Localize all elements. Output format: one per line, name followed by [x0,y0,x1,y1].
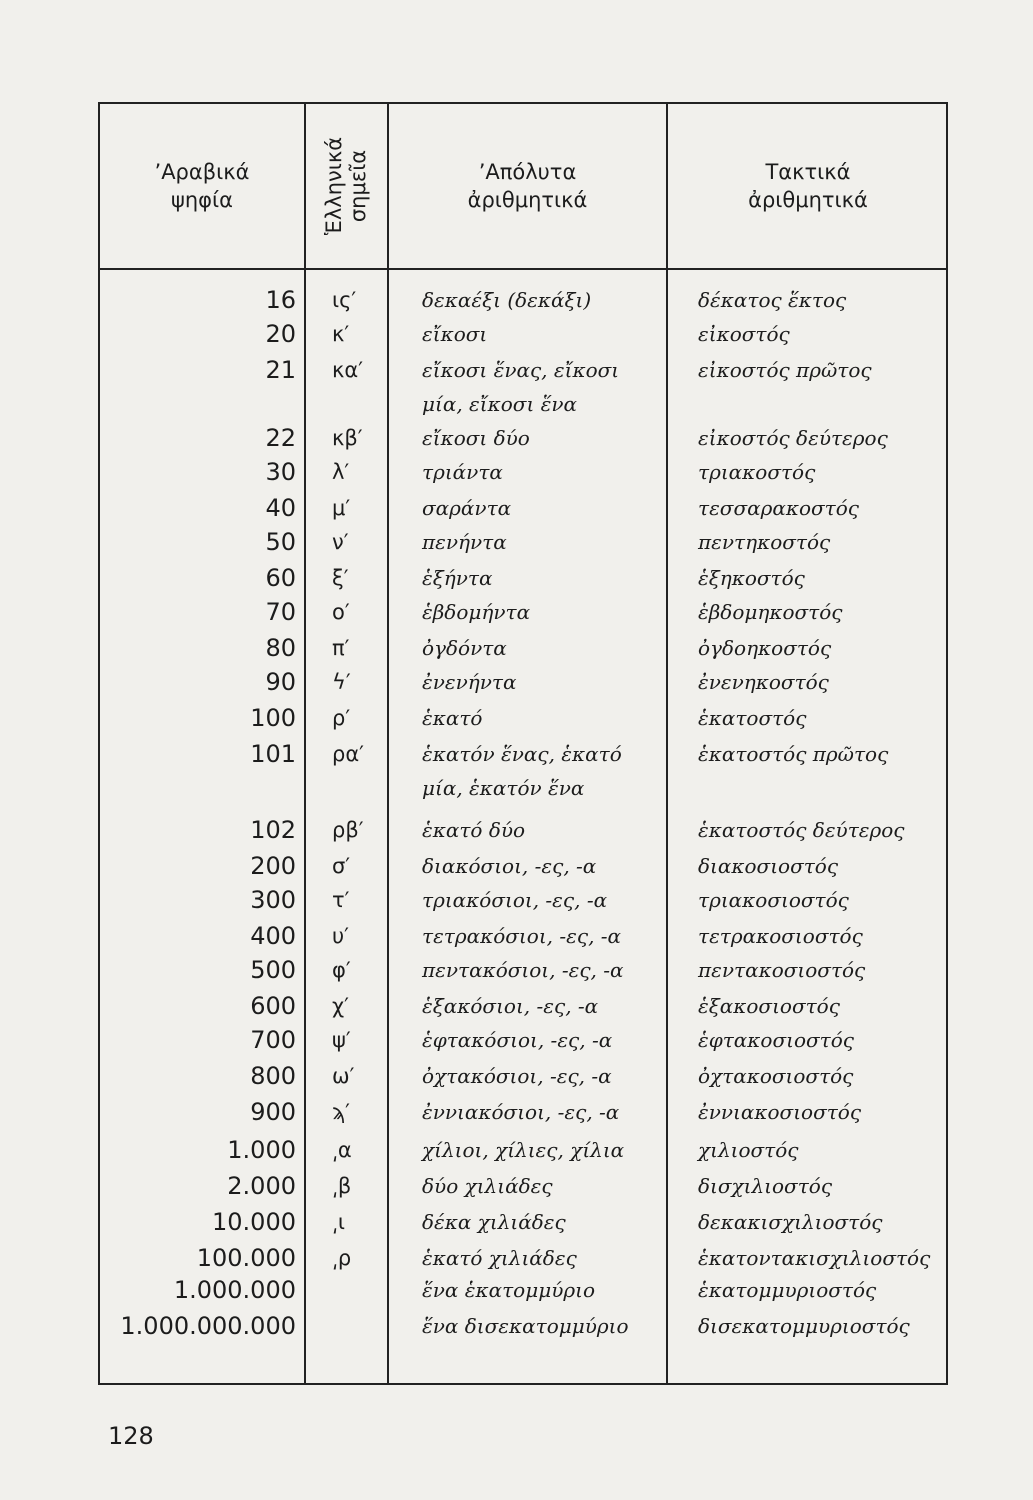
cardinal-cell: ἕνα δισεκατομμύριο [422,1314,629,1338]
cardinal-cell: ἐννιακόσιοι, -ες, -α [422,1100,620,1124]
ordinal-cell: ἐνενηκοστός [698,670,829,694]
arabic-digit-cell: 21 [265,356,296,384]
table-row [100,700,946,736]
cardinal-cell: ἑξήντα [422,566,493,590]
arabic-digit-cell: 101 [250,740,296,768]
cardinal-cell: ἑφτακόσιοι, -ες, -α [422,1028,613,1052]
greek-sign-cell: σ′ [332,854,351,878]
ordinal-cell: δισεκατομμυριοστός [698,1314,910,1338]
table-row [100,1272,946,1308]
greek-sign-cell: π′ [332,636,350,660]
table-row [100,1308,946,1344]
arabic-digit-cell: 50 [265,528,296,556]
ordinal-cell: ἑξακοσιοστός [698,994,840,1018]
table-row [100,560,946,596]
header-text: ’Αραβικά [154,160,250,184]
cardinal-cell: δύο χιλιάδες [422,1174,553,1198]
arabic-digit-cell: 400 [250,922,296,950]
cardinal-cell: πεντακόσιοι, -ες, -α [422,958,624,982]
arabic-digit-cell: 700 [250,1026,296,1054]
greek-sign-cell: κ′ [332,322,350,346]
greek-sign-cell: ω′ [332,1064,355,1088]
greek-sign-cell: ν′ [332,530,349,554]
cardinal-cell-continuation: μία, ἑκατόν ἕνα [422,776,585,800]
greek-sign-cell: μ′ [332,496,351,520]
header-divider [100,268,946,270]
ordinal-cell: πεντακοσιοστός [698,958,866,982]
greek-sign-cell: λ′ [332,460,350,484]
arabic-digit-cell: 200 [250,852,296,880]
table-row [100,490,946,526]
ordinal-cell: ὀγδοηκοστός [698,636,832,660]
table-row [100,988,946,1024]
cardinal-cell: ἑκατόν ἕνας, ἑκατό [422,742,622,766]
arabic-digit-cell: 600 [250,992,296,1020]
table-row [100,420,946,456]
arabic-digit-cell: 1.000 [227,1136,296,1164]
arabic-digit-cell: 1.000.000.000 [120,1312,296,1340]
table-row [100,454,946,490]
ordinal-cell: ἑκατοστός [698,706,807,730]
table-row [100,316,946,352]
table-row [100,848,946,884]
ordinal-cell: ἑφτακοσιοστός [698,1028,854,1052]
cardinal-cell: δέκα χιλιάδες [422,1210,566,1234]
arabic-digit-cell: 100 [250,704,296,732]
cardinal-cell: εἴκοσι ἕνας, εἴκοσι [422,358,620,382]
cardinal-cell: τριάντα [422,460,503,484]
greek-sign-cell: ψ′ [332,1028,351,1052]
cardinal-cell: εἴκοσι [422,322,488,346]
greek-sign-cell: ͵α [332,1138,352,1162]
cardinal-cell: ἐνενήντα [422,670,517,694]
ordinal-cell: ἑκατοστός πρῶτος [698,742,889,766]
header-ordinal-numbers [668,104,948,268]
greek-sign-cell: κβ′ [332,426,363,450]
arabic-digit-cell: 30 [265,458,296,486]
table-row [100,524,946,560]
table-row [100,1132,946,1168]
ordinal-cell: τριακοστός [698,460,816,484]
table-row [100,282,946,318]
cardinal-cell: διακόσιοι, -ες, -α [422,854,597,878]
table-row [100,812,946,848]
table-row [100,1240,946,1276]
ordinal-cell: ἐννιακοσιοστός [698,1100,862,1124]
ordinal-cell: ἑξηκοστός [698,566,805,590]
cardinal-cell: πενήντα [422,530,507,554]
header-cardinal-numbers [389,104,666,268]
cardinal-cell: τριακόσιοι, -ες, -α [422,888,608,912]
arabic-digit-cell: 800 [250,1062,296,1090]
arabic-digit-cell: 2.000 [227,1172,296,1200]
arabic-digit-cell: 60 [265,564,296,592]
cardinal-cell: χίλιοι, χίλιες, χίλια [422,1138,625,1162]
cardinal-cell: ἕνα ἑκατομμύριο [422,1278,596,1302]
arabic-digit-cell: 300 [250,886,296,914]
cardinal-cell: ὀχτακόσιοι, -ες, -α [422,1064,612,1088]
arabic-digit-cell: 22 [265,424,296,452]
arabic-digit-cell: 20 [265,320,296,348]
header-text: Τακτικά [765,160,851,184]
header-text: Ἑλληνικά [322,136,347,236]
greek-sign-cell: υ′ [332,924,349,948]
table-row [100,918,946,954]
table-row [100,736,946,800]
greek-sign-cell: ρα′ [332,742,364,766]
cardinal-cell: ἑκατό δύο [422,818,526,842]
greek-sign-cell: ο′ [332,600,350,624]
header-text: σημεῖα [346,149,371,223]
greek-sign-cell: ϟ′ [332,670,351,694]
arabic-digit-cell: 70 [265,598,296,626]
ordinal-cell: δεκακισχιλιοστός [698,1210,883,1234]
table-row [100,594,946,630]
ordinal-cell: τεσσαρακοστός [698,496,859,520]
cardinal-cell-continuation: μία, εἴκοσι ἕνα [422,392,578,416]
ordinal-cell: δισχιλιοστός [698,1174,833,1198]
cardinal-cell: τετρακόσιοι, -ες, -α [422,924,622,948]
table-row [100,952,946,988]
header-text: ψηφία [171,188,233,212]
ordinal-cell: ὀχτακοσιοστός [698,1064,854,1088]
arabic-digit-cell: 40 [265,494,296,522]
table-row [100,664,946,700]
arabic-digit-cell: 1.000.000 [173,1276,296,1304]
table-row [100,1022,946,1058]
cardinal-cell: ἑκατό [422,706,483,730]
header-text: ἀριθμητικά [467,188,588,212]
greek-sign-cell: ͵β [332,1174,352,1198]
ordinal-cell: χιλιοστός [698,1138,799,1162]
table-row [100,630,946,666]
greek-sign-cell: ξ′ [332,566,349,590]
greek-sign-cell: φ′ [332,958,351,982]
ordinal-cell: τετρακοσιοστός [698,924,863,948]
arabic-digit-cell: 100.000 [196,1244,296,1272]
arabic-digit-cell: 102 [250,816,296,844]
table-row [100,1168,946,1204]
ordinal-cell: εἰκοστός πρῶτος [698,358,872,382]
greek-sign-cell: ρβ′ [332,818,364,842]
cardinal-cell: σαράντα [422,496,512,520]
header-greek-signs [306,104,387,268]
ordinal-cell: ἑβδομηκοστός [698,600,843,624]
ordinal-cell: πεντηκοστός [698,530,831,554]
numerals-table [98,102,948,1385]
greek-sign-cell: ρ′ [332,706,351,730]
header-arabic-digits [100,104,304,268]
ordinal-cell: ἑκατοστός δεύτερος [698,818,905,842]
arabic-digit-cell: 90 [265,668,296,696]
table-row [100,882,946,918]
cardinal-cell: εἴκοσι δύο [422,426,530,450]
table-row [100,352,946,416]
arabic-digit-cell: 80 [265,634,296,662]
ordinal-cell: ἑκατομμυριοστός [698,1278,877,1302]
cardinal-cell: ἑβδομήντα [422,600,531,624]
greek-sign-cell: ͵ι [332,1210,345,1234]
cardinal-cell: ὀγδόντα [422,636,507,660]
cardinal-cell: δεκαέξι (δεκάξι) [422,288,592,312]
ordinal-cell: τριακοσιοστός [698,888,849,912]
ordinal-cell: εἰκοστός δεύτερος [698,426,888,450]
header-text: ’Απόλυτα [478,160,577,184]
greek-sign-cell: κα′ [332,358,363,382]
arabic-digit-cell: 900 [250,1098,296,1126]
greek-sign-cell: ͵ρ [332,1246,352,1270]
header-text: ἀριθμητικά [748,188,868,212]
greek-sign-cell: χ′ [332,994,349,1018]
table-row [100,1094,946,1130]
ordinal-cell: εἰκοστός [698,322,790,346]
ordinal-cell: διακοσιοστός [698,854,839,878]
page-number: 128 [108,1422,154,1450]
cardinal-cell: ἑκατό χιλιάδες [422,1246,577,1270]
table-row [100,1204,946,1240]
table-row [100,1058,946,1094]
arabic-digit-cell: 10.000 [212,1208,296,1236]
ordinal-cell: δέκατος ἕκτος [698,288,847,312]
arabic-digit-cell: 500 [250,956,296,984]
cardinal-cell: ἑξακόσιοι, -ες, -α [422,994,599,1018]
greek-sign-cell: ις′ [332,288,357,312]
greek-sign-cell: ϡ′ [332,1100,350,1124]
greek-sign-cell: τ′ [332,888,350,912]
ordinal-cell: ἑκατοντακισχιλιοστός [698,1246,931,1270]
arabic-digit-cell: 16 [265,286,296,314]
